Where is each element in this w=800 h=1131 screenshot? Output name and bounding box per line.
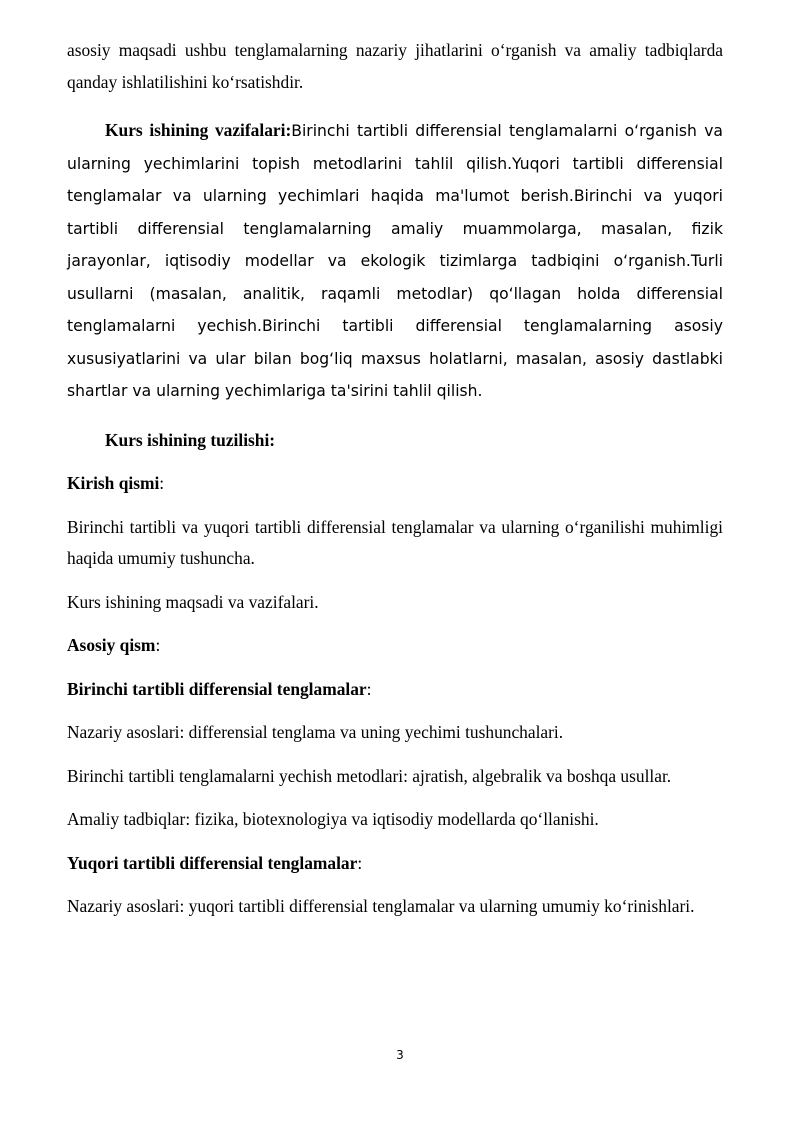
intro-item-1: Birinchi tartibli va yuqori tartibli differensial tenglamalar va ularning o‘rganilishi muhimligi haqida umumiy tushuncha. — [67, 516, 723, 568]
tasks-heading: Kurs ishining vazifalari: — [105, 120, 292, 140]
intro-heading-paragraph — [67, 468, 723, 500]
intro-item-2: Kurs ishining maqsadi va vazifalari. — [67, 591, 319, 612]
higher-order-heading: Yuqori tartibli differensial tenglamalar — [67, 852, 358, 873]
first-order-heading-paragraph — [67, 674, 723, 706]
main-heading-paragraph — [67, 630, 723, 662]
structure-heading-paragraph — [67, 425, 723, 457]
higher-order-heading-colon: : — [357, 852, 363, 873]
first-order-heading-colon: : — [366, 678, 372, 699]
paragraph-aim-end: asosiy maqsadi ushbu tenglamalarning nazariy jihatlarini o‘rganish va amaliy tadbiqlarda qanday ishlatilishini ko‘rsatishdir. — [67, 40, 723, 92]
intro-heading-colon: : — [159, 473, 165, 493]
document-page — [67, 35, 723, 923]
structure-heading: Kurs ishining tuzilishi: — [105, 429, 276, 450]
tasks-body: Birinchi tartibli differensial tenglamalarni o‘rganish va ularning yechimlarini topish metodlarini tahlil qilish.Yuqori tartibli differensial tenglamalar va ularning yechimlari haqida ma'lumot berish. — [67, 122, 723, 205]
main-heading-colon: : — [155, 635, 161, 655]
page-number: 3 — [396, 1048, 404, 1062]
tasks-body-tail: Birinchi va yuqori tartibli differensial tenglamalarning amaliy muammolarga, masalan, fizik jarayonlar, iqtisodiy modellar va ekologik tizimlarga tadbiqini o‘rganish.Turli usullarni (masalan, analitik, raqamli metodlar) qo‘llagan holda differensial tenglamalarni yechish.Birinchi tartibli differensial tenglamalarning asosiy xususiyatlarini va ular bilan bog‘liq maxsus holatlarni, masalan, asosiy dastlabki shartlar va ularning yechimlariga ta'sirini tahlil qilish. — [67, 187, 723, 400]
first-order-item-3: Amaliy tadbiqlar: fizika, biotexnologiya va iqtisodiy modellarda qo‘llanishi. — [67, 809, 599, 829]
main-heading: Asosiy qism — [67, 635, 156, 655]
higher-order-heading-paragraph — [67, 848, 723, 880]
first-order-item-1: Nazariy asoslari: differensial tenglama va uning yechimi tushunchalari. — [67, 722, 564, 742]
intro-heading: Kirish qismi — [67, 473, 160, 493]
higher-order-item-1: Nazariy asoslari: yuqori tartibli differensial tenglamalar va ularning umumiy ko‘rinishlari. — [67, 896, 695, 916]
first-order-heading: Birinchi tartibli differensial tenglamalar — [67, 678, 367, 699]
paragraph-tasks — [67, 115, 723, 408]
first-order-item-2: Birinchi tartibli tenglamalarni yechish metodlari: ajratish, algebralik va boshqa usullar. — [67, 765, 672, 786]
